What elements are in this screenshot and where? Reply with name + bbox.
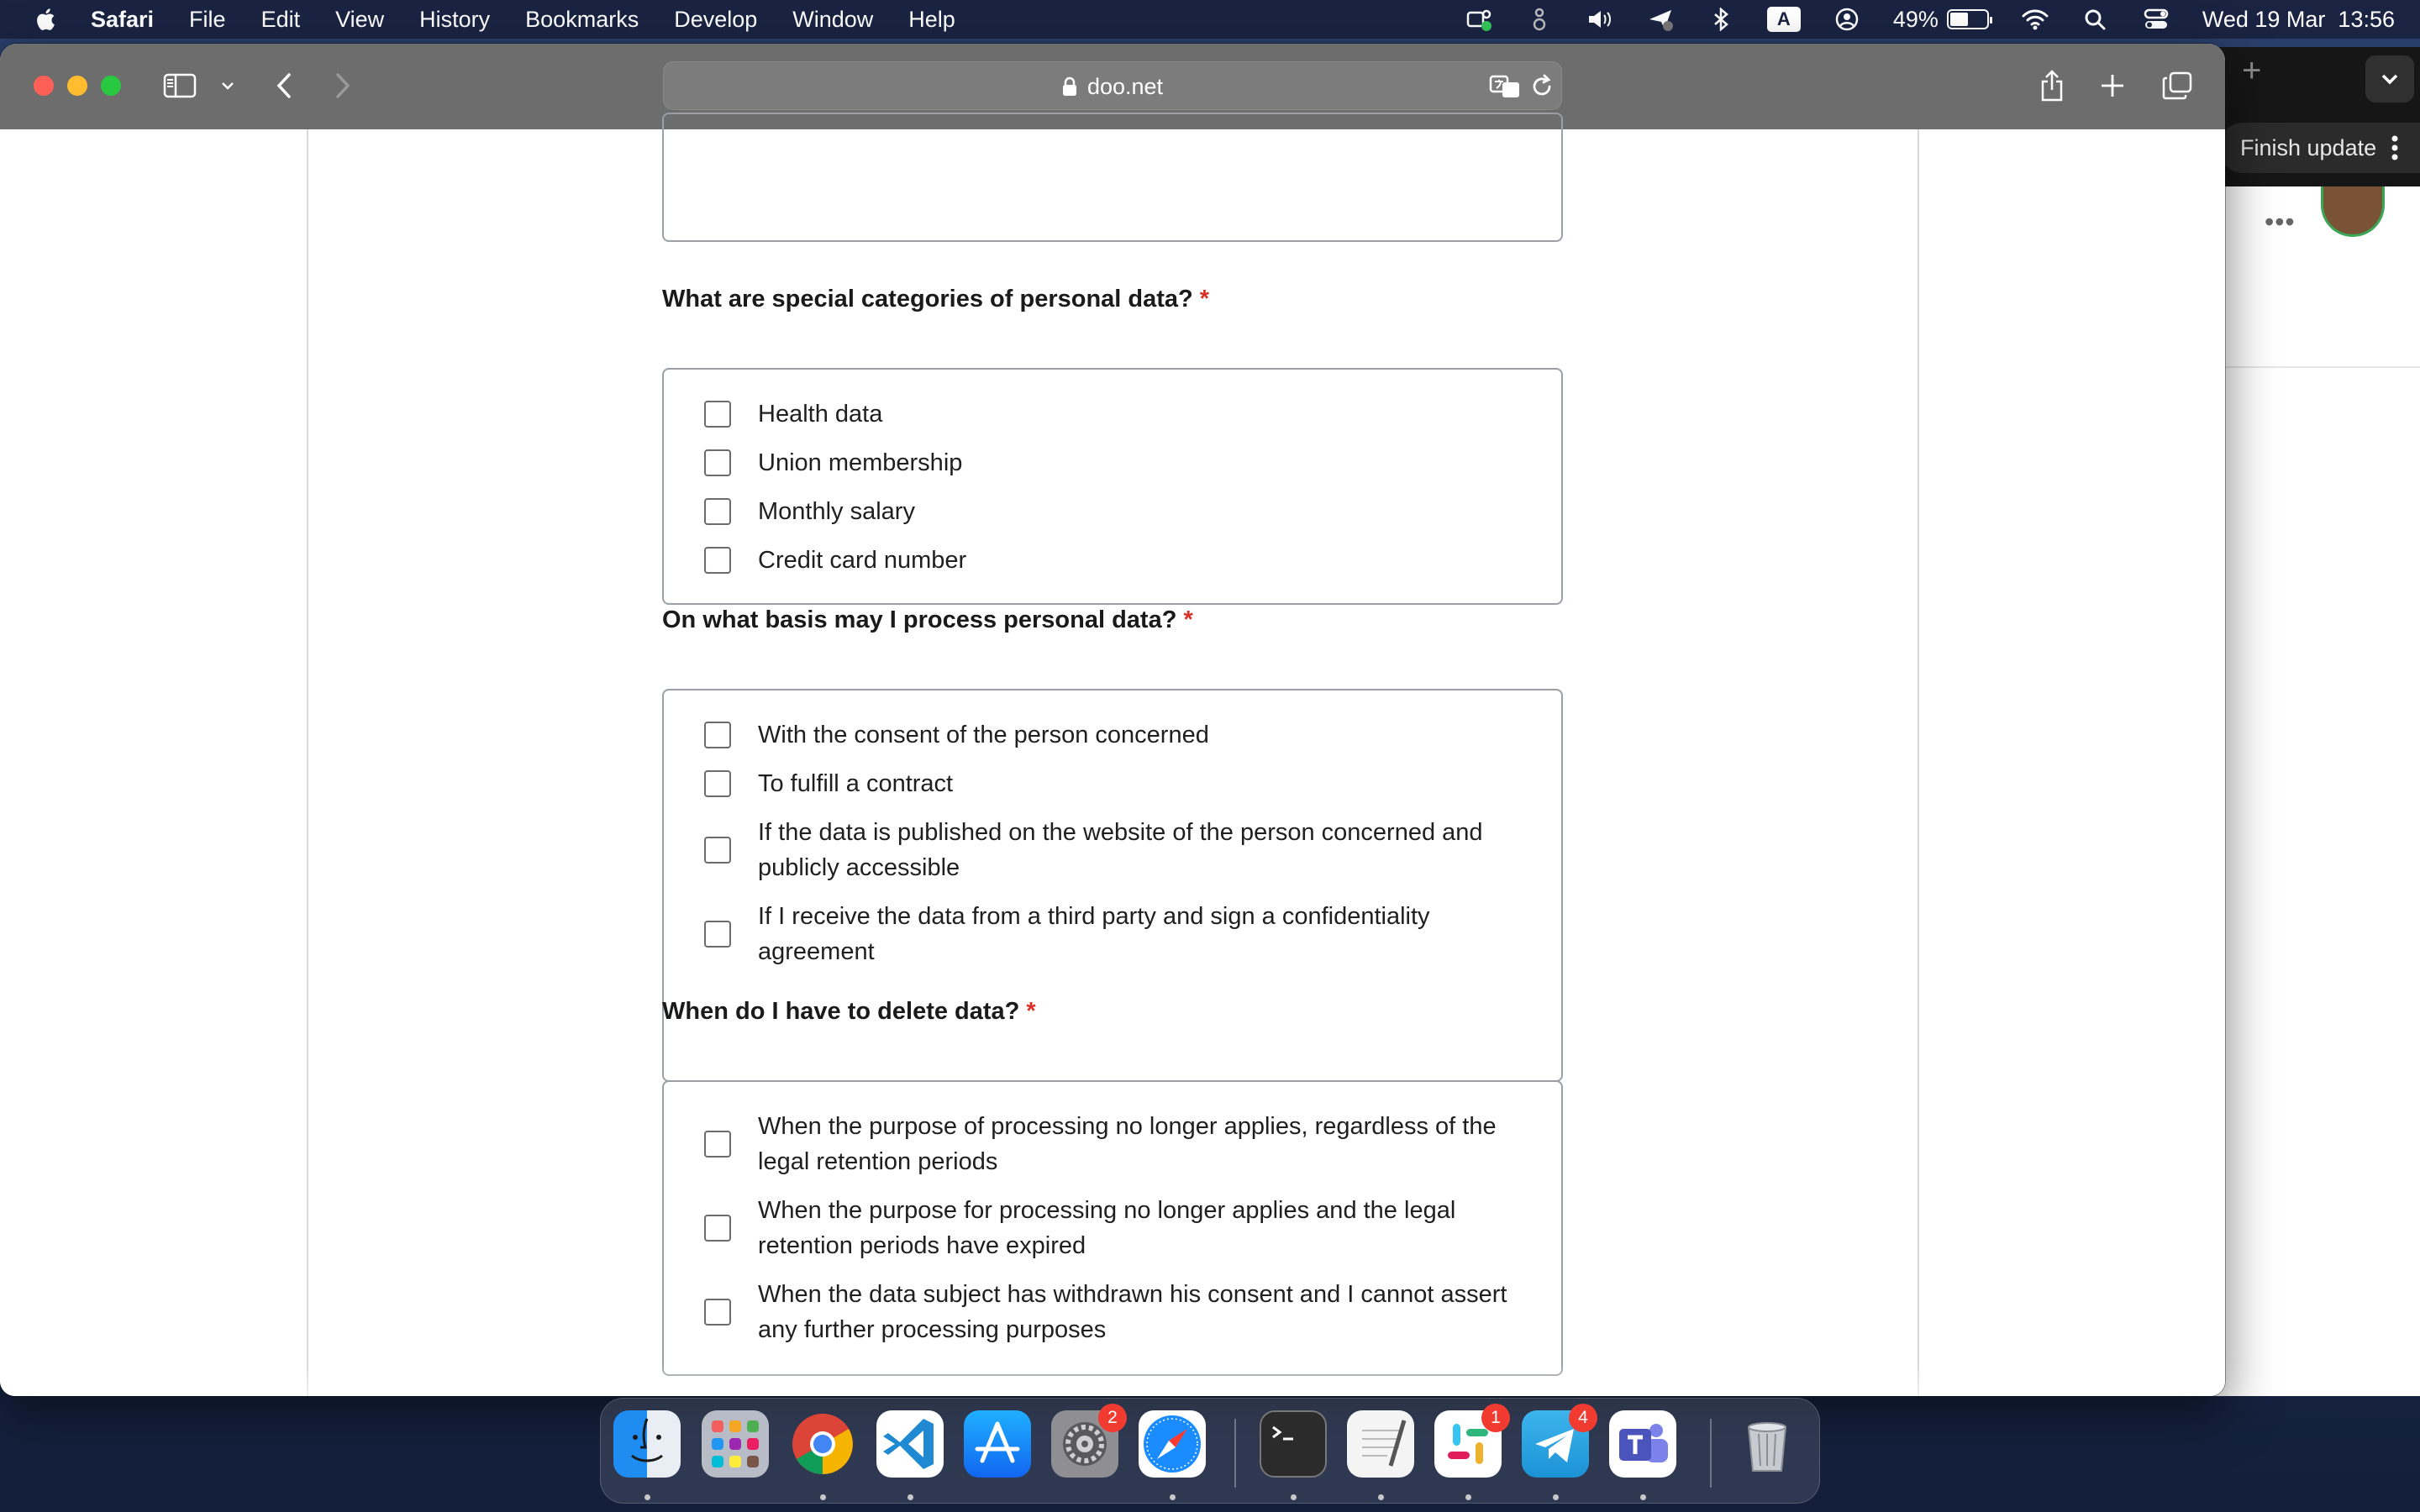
checkbox[interactable] [704, 1299, 731, 1326]
share-button[interactable] [2037, 66, 2067, 106]
option-purpose-no-longer-applies-regardless[interactable] [704, 1109, 1539, 1179]
safari-compass-icon [1139, 1410, 1206, 1478]
reload-icon[interactable] [1531, 74, 1555, 99]
plus-icon [2100, 73, 2125, 98]
running-indicator [1291, 1494, 1297, 1500]
teams-status-icon[interactable] [1465, 8, 1493, 31]
running-indicator [1553, 1494, 1559, 1500]
menu-clock[interactable]: Wed 19 Mar 13:56 [2202, 6, 2395, 32]
option-label: When the purpose for processing no longer applies and the legal retention periods have expired [758, 1197, 1456, 1259]
translate-icon[interactable] [1489, 74, 1523, 99]
menu-app-name[interactable]: Safari [91, 6, 155, 32]
running-indicator [1378, 1494, 1384, 1500]
option-label: With the consent of the person concerned [758, 722, 1209, 748]
question-text: What are special categories of personal data? [662, 286, 1193, 312]
menu-view[interactable]: View [335, 6, 385, 32]
zoom-window-button[interactable] [101, 76, 121, 96]
battery-status[interactable] [1893, 7, 1989, 33]
dock-safari[interactable] [1139, 1410, 1206, 1478]
menu-window[interactable]: Window [792, 6, 874, 32]
close-window-button[interactable] [34, 76, 54, 96]
input-source-indicator[interactable]: A [1767, 7, 1801, 32]
menu-bookmarks[interactable]: Bookmarks [525, 6, 639, 32]
chevron-left-icon [276, 72, 292, 99]
chevron-right-icon [334, 72, 351, 99]
checkbox[interactable] [704, 722, 731, 748]
dock-vscode[interactable] [876, 1410, 944, 1478]
finish-update-button[interactable] [2218, 123, 2420, 173]
wifi-icon[interactable] [2021, 8, 2049, 31]
app-store-icon [964, 1410, 1031, 1478]
dock-slack[interactable] [1434, 1410, 1502, 1478]
previous-answer-textarea[interactable] [662, 113, 1563, 242]
option-published-data[interactable] [704, 815, 1539, 885]
option-label: If I receive the data from a third party and sign a confidentiality agreement [758, 903, 1430, 965]
question-delete-data-options [662, 1080, 1563, 1376]
url-display[interactable] [664, 62, 1561, 111]
battery-icon [1947, 9, 1989, 29]
url-text: doo.net [1086, 73, 1164, 99]
volume-icon[interactable] [1586, 8, 1614, 31]
menu-help[interactable]: Help [908, 6, 955, 32]
dock-launchpad[interactable] [702, 1410, 769, 1478]
chrome-icon [789, 1410, 856, 1478]
option-label: Union membership [758, 449, 963, 476]
option-label: Monthly salary [758, 498, 915, 525]
question-processing-basis-title [662, 606, 1193, 634]
battery-fill [1950, 13, 1968, 26]
bluetooth-icon[interactable] [1707, 8, 1735, 31]
web-page [0, 129, 2225, 1396]
option-union-membership[interactable] [704, 445, 1539, 480]
dock-finder[interactable] [613, 1410, 681, 1478]
menu-file[interactable]: File [189, 6, 226, 32]
option-consent[interactable] [704, 717, 1539, 753]
option-health-data[interactable] [704, 396, 1539, 432]
battery-percent: 49% [1892, 6, 1939, 32]
address-bar[interactable] [663, 61, 1562, 110]
apple-icon[interactable] [34, 7, 55, 32]
chevron-down-icon [221, 81, 234, 90]
dock-separator [1234, 1419, 1236, 1488]
checkbox[interactable] [704, 770, 731, 797]
trash-icon [1733, 1410, 1801, 1478]
running-indicator [1465, 1494, 1471, 1500]
forward-button[interactable] [328, 66, 358, 106]
safari-window [0, 44, 2225, 1396]
tab-list-button[interactable] [2365, 55, 2414, 102]
dock [600, 1398, 1820, 1504]
dock-terminal[interactable] [1260, 1410, 1327, 1478]
notification-badge: 4 [1569, 1404, 1597, 1432]
sidebar-icon [163, 73, 197, 98]
option-monthly-salary[interactable] [704, 494, 1539, 529]
checkbox[interactable] [704, 498, 731, 525]
option-third-party-data[interactable] [704, 899, 1539, 969]
required-marker: * [1026, 998, 1036, 1025]
option-label: Health data [758, 401, 883, 428]
sidebar-toggle-button[interactable] [161, 66, 198, 106]
running-indicator [1640, 1494, 1646, 1500]
teams-icon [1609, 1410, 1676, 1478]
menu-bar [0, 0, 2420, 39]
running-indicator [644, 1494, 650, 1500]
dock-system-settings[interactable] [1051, 1410, 1118, 1478]
window-controls [34, 76, 121, 96]
required-marker: * [1183, 606, 1193, 633]
menu-develop[interactable]: Develop [674, 6, 758, 32]
minimize-window-button[interactable] [67, 76, 87, 96]
accessibility-icon[interactable] [1525, 8, 1554, 31]
tab-overview-button[interactable] [2161, 66, 2193, 106]
lock-icon [1062, 76, 1077, 97]
dock-telegram[interactable] [1522, 1410, 1589, 1478]
avatar[interactable] [2321, 186, 2385, 237]
chevron-down-icon [2381, 73, 2399, 85]
notification-badge: 2 [1098, 1404, 1127, 1432]
dock-chrome[interactable] [789, 1410, 856, 1478]
option-fulfill-contract[interactable] [704, 766, 1539, 801]
checkbox[interactable] [704, 837, 731, 864]
content-border-left [307, 129, 308, 1396]
option-consent-withdrawn[interactable] [704, 1277, 1539, 1347]
user-account-icon[interactable] [1833, 8, 1861, 31]
dock-textedit[interactable] [1347, 1410, 1414, 1478]
back-button[interactable] [269, 66, 299, 106]
location-icon[interactable] [1646, 8, 1675, 31]
terminal-icon [1261, 1412, 1325, 1476]
dock-trash[interactable] [1733, 1410, 1801, 1478]
question-special-categories-options [662, 368, 1563, 605]
checkbox[interactable] [704, 547, 731, 574]
running-indicator [820, 1494, 826, 1500]
menu-history[interactable]: History [419, 6, 491, 32]
vscode-icon [876, 1410, 944, 1478]
running-indicator [1170, 1494, 1176, 1500]
required-marker: * [1199, 286, 1210, 312]
checkbox[interactable] [704, 921, 731, 948]
tab-group-menu-button[interactable] [215, 66, 240, 106]
question-text: When do I have to delete data? [662, 998, 1020, 1025]
finder-icon [613, 1410, 681, 1478]
more-horizontal-icon[interactable]: ••• [2265, 207, 2296, 237]
notification-badge: 1 [1481, 1404, 1510, 1432]
control-center-icon[interactable] [2142, 8, 2170, 31]
dock-teams[interactable] [1609, 1410, 1676, 1478]
option-label: Credit card number [758, 547, 967, 574]
question-delete-data-title [662, 998, 1036, 1026]
new-tab-icon[interactable]: + [2242, 52, 2262, 89]
tabs-overview-icon [2162, 71, 2192, 100]
new-tab-button[interactable] [2097, 66, 2128, 106]
launchpad-icon [702, 1410, 769, 1478]
more-vertical-icon [2391, 135, 2398, 160]
option-purpose-no-longer-applies-expired[interactable] [704, 1193, 1539, 1263]
dock-app-store[interactable] [964, 1410, 1031, 1478]
option-label: If the data is published on the website of the person concerned and publicly accessible [758, 819, 1483, 881]
scroll-fade [0, 1364, 2225, 1396]
checkbox[interactable] [704, 1215, 731, 1242]
checkbox[interactable] [704, 449, 731, 476]
option-credit-card-number[interactable] [704, 543, 1539, 578]
checkbox[interactable] [704, 1131, 731, 1158]
menu-edit[interactable]: Edit [260, 6, 301, 32]
textedit-icon [1347, 1410, 1414, 1478]
option-label: When the data subject has withdrawn his consent and I cannot assert any further processing purposes [758, 1281, 1507, 1343]
running-indicator [908, 1494, 913, 1500]
content-border-right [1918, 129, 1919, 1396]
share-icon [2039, 70, 2065, 102]
question-special-categories-title [662, 286, 1209, 313]
question-text: On what basis may I process personal data? [662, 606, 1177, 633]
checkbox[interactable] [704, 401, 731, 428]
option-label: When the purpose of processing no longer applies, regardless of the legal retention periods [758, 1113, 1497, 1175]
option-label: To fulfill a contract [758, 770, 954, 797]
spotlight-search-icon[interactable] [2081, 8, 2110, 31]
dock-separator [1710, 1419, 1712, 1488]
finish-update-label: Finish update [2240, 134, 2377, 160]
